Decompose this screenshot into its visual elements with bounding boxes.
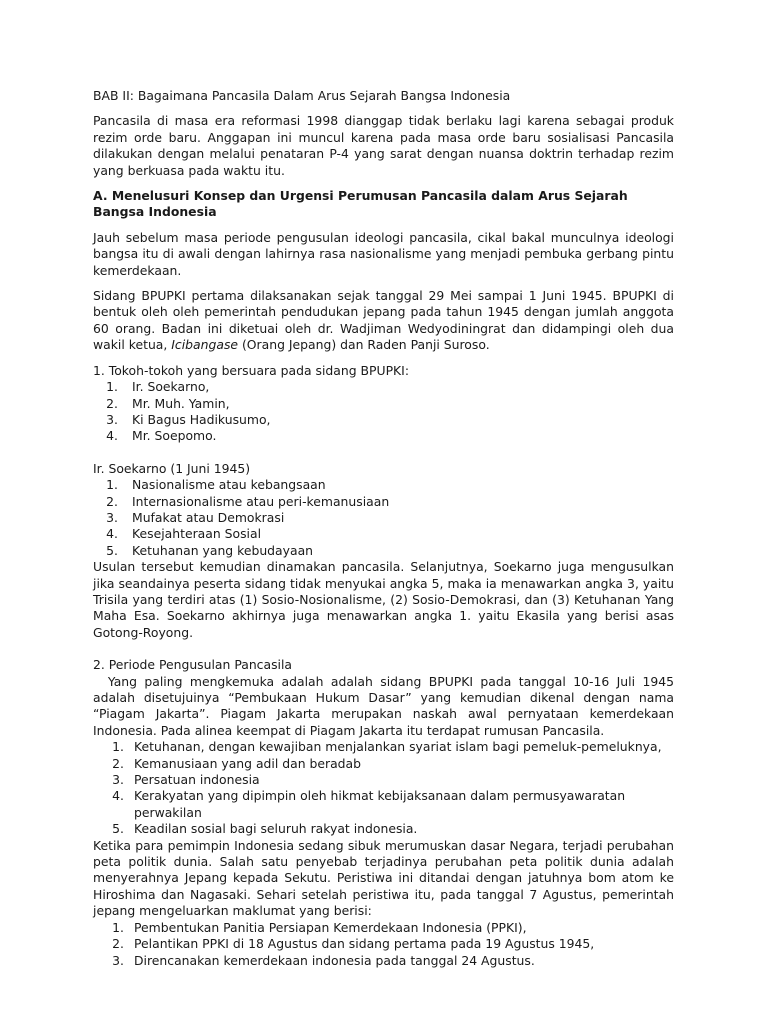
list-item-number: 4. bbox=[106, 428, 118, 444]
list-item bbox=[93, 526, 674, 542]
list-item-number: 3. bbox=[112, 952, 124, 968]
list-item bbox=[93, 936, 674, 952]
list-item-text: Ir. Soekarno, bbox=[132, 379, 210, 395]
list-item-number: 5. bbox=[112, 821, 124, 837]
list-item-number: 4. bbox=[112, 788, 124, 804]
list-item-text: Mr. Muh. Yamin, bbox=[132, 395, 230, 411]
list-item bbox=[93, 477, 674, 493]
list-item bbox=[93, 412, 674, 428]
list-item-number: 1. bbox=[112, 739, 124, 755]
list-item-number: 3. bbox=[106, 411, 118, 427]
paragraph-2-end: (Orang Jepang) dan Raden Panji Suroso. bbox=[238, 337, 490, 353]
list-item-text: Internasionalisme atau peri-kemanusiaan bbox=[132, 493, 390, 509]
list-item bbox=[93, 788, 674, 821]
list-item-number: 1. bbox=[106, 477, 118, 493]
list-item bbox=[93, 396, 674, 412]
list-item bbox=[93, 953, 674, 969]
piagam-list bbox=[93, 739, 674, 837]
list-item-text: Persatuan indonesia bbox=[134, 772, 260, 788]
list-item-number: 2. bbox=[112, 755, 124, 771]
section-2-heading: 2. Periode Pengusulan Pancasila bbox=[93, 657, 293, 673]
list1-heading: 1. Tokoh-tokoh yang bersuara pada sidang BPUPKI: bbox=[93, 362, 410, 378]
list-item-text: Direncanakan kemerdekaan indonesia pada tanggal 24 Agustus. bbox=[134, 952, 535, 968]
list-item bbox=[93, 739, 674, 755]
paragraph-2-text: Sidang BPUPKI pertama dilaksanakan sejak tanggal 29 Mei sampai 1 Juni 1945. BPUPKI di bentuk oleh oleh pemerintah pendudukan jepang pada tahun 1945 dengan jumlah anggota 60 orang. Badan ini diketuai oleh dr. Wadjiman Wedyodiningrat dan didampingi oleh dua wakil ketua, bbox=[93, 288, 674, 353]
list-item-text: Keadilan sosial bagi seluruh rakyat indonesia. bbox=[134, 821, 418, 837]
paragraph-4: Yang paling mengkemuka adalah adalah sidang BPUPKI pada tanggal 10-16 Juli 1945 adalah disetujuinya “Pembukaan Hukum Dasar” yang kemudian dikenal dengan nama “Piagam Jakarta”. Piagam Jakarta merupakan naskah awal pernyataan kemerdekaan Indonesia. Pada alinea keempat di Piagam Jakarta itu terdapat rumusan Pancasila. bbox=[93, 673, 678, 738]
list-item-text: Ketuhanan yang kebudayaan bbox=[132, 542, 314, 558]
soekarno-heading: Ir. Soekarno (1 Juni 1945) bbox=[93, 460, 251, 476]
paragraph-5: Ketika para pemimpin Indonesia sedang sibuk merumuskan dasar Negara, terjadi perubahan peta politik dunia. Salah satu penyebab terjadinya perubahan peta politik dunia adalah menyerahnya Jepang kepada Sekutu. Peristiwa ini ditandai dengan jatuhnya bom atom ke Hiroshima dan Nagasaki. Sehari setelah peristiwa itu, pada tanggal 7 Agustus, pemerintah jepang mengeluarkan maklumat yang berisi: bbox=[93, 837, 674, 919]
spacer bbox=[93, 641, 674, 657]
section-a-heading: A. Menelusuri Konsep dan Urgensi Perumusan Pancasila dalam Arus Sejarah Bangsa Indonesia bbox=[93, 188, 628, 220]
list-item-text: Mr. Soepomo. bbox=[132, 428, 217, 444]
list-item-text: Mufakat atau Demokrasi bbox=[132, 509, 285, 525]
list-item bbox=[93, 920, 674, 936]
soekarno-list bbox=[93, 477, 674, 559]
list-item-number: 2. bbox=[106, 395, 118, 411]
list-item-number: 1. bbox=[112, 919, 124, 935]
list-item-number: 5. bbox=[106, 542, 118, 558]
list-item bbox=[93, 821, 674, 837]
paragraph-1: Jauh sebelum masa periode pengusulan ideologi pancasila, cikal bakal munculnya ideologi bangsa itu di awali dengan lahirnya rasa nasionalisme yang menjadi pembuka gerbang pintu kemerdekaan. bbox=[93, 229, 674, 278]
spacer bbox=[93, 445, 674, 461]
list-item bbox=[93, 510, 674, 526]
paragraph-2-italic: Icibangase bbox=[171, 337, 239, 353]
list-item-text: Ki Bagus Hadikusumo, bbox=[132, 411, 271, 427]
list-item-text: Kemanusiaan yang adil dan beradab bbox=[134, 755, 361, 771]
list-item-text: Nasionalisme atau kebangsaan bbox=[132, 477, 326, 493]
list-item-number: 3. bbox=[112, 772, 124, 788]
list-item bbox=[93, 756, 674, 772]
list-item-number: 4. bbox=[106, 526, 118, 542]
intro-paragraph: Pancasila di masa era reformasi 1998 dianggap tidak berlaku lagi karena sebagai produk rezim orde baru. Anggapan ini muncul karena pada masa orde baru sosialisasi Pancasila dilakukan dengan melalui penataran P-4 yang sarat dengan nuansa doktrin terhadap rezim yang berkuasa pada waktu itu. bbox=[93, 113, 674, 178]
list-item bbox=[93, 543, 674, 559]
maklumat-list bbox=[93, 920, 674, 969]
list-item bbox=[93, 379, 674, 395]
paragraph-3: Usulan tersebut kemudian dinamakan pancasila. Selanjutnya, Soekarno juga mengusulkan jika seandainya peserta sidang tidak menyukai angka 5, maka ia menawarkan angka 3, yaitu Trisila yang terdiri atas (1) Sosio-Nosionalisme, (2) Sosio-Demokrasi, dan (3) Ketuhanan Yang Maha Esa. Soekarno akhirnya juga menawarkan angka 1. yaitu Ekasila yang berisi asas Gotong-Royong. bbox=[93, 559, 674, 640]
document-title: BAB II: Bagaimana Pancasila Dalam Arus Sejarah Bangsa Indonesia bbox=[93, 88, 511, 103]
list-item bbox=[93, 772, 674, 788]
list-item-number: 1. bbox=[106, 379, 118, 395]
list-item bbox=[93, 428, 674, 444]
list-item-text: Pelantikan PPKI di 18 Agustus dan sidang pertama pada 19 Agustus 1945, bbox=[134, 936, 595, 952]
list-item-text: Ketuhanan, dengan kewajiban menjalankan syariat islam bagi pemeluk-pemeluknya, bbox=[134, 739, 662, 755]
list-item-text: Kerakyatan yang dipimpin oleh hikmat kebijaksanaan dalam permusyawaratan perwakilan bbox=[134, 788, 626, 820]
tokoh-list bbox=[93, 379, 674, 445]
paragraph-2 bbox=[93, 288, 674, 354]
list-item-number: 2. bbox=[112, 936, 124, 952]
list-item-number: 3. bbox=[106, 509, 118, 525]
list-item-text: Kesejahteraan Sosial bbox=[132, 526, 262, 542]
list-item-number: 2. bbox=[106, 493, 118, 509]
list-item-text: Pembentukan Panitia Persiapan Kemerdekaan Indonesia (PPKI), bbox=[134, 919, 527, 935]
list-item bbox=[93, 494, 674, 510]
